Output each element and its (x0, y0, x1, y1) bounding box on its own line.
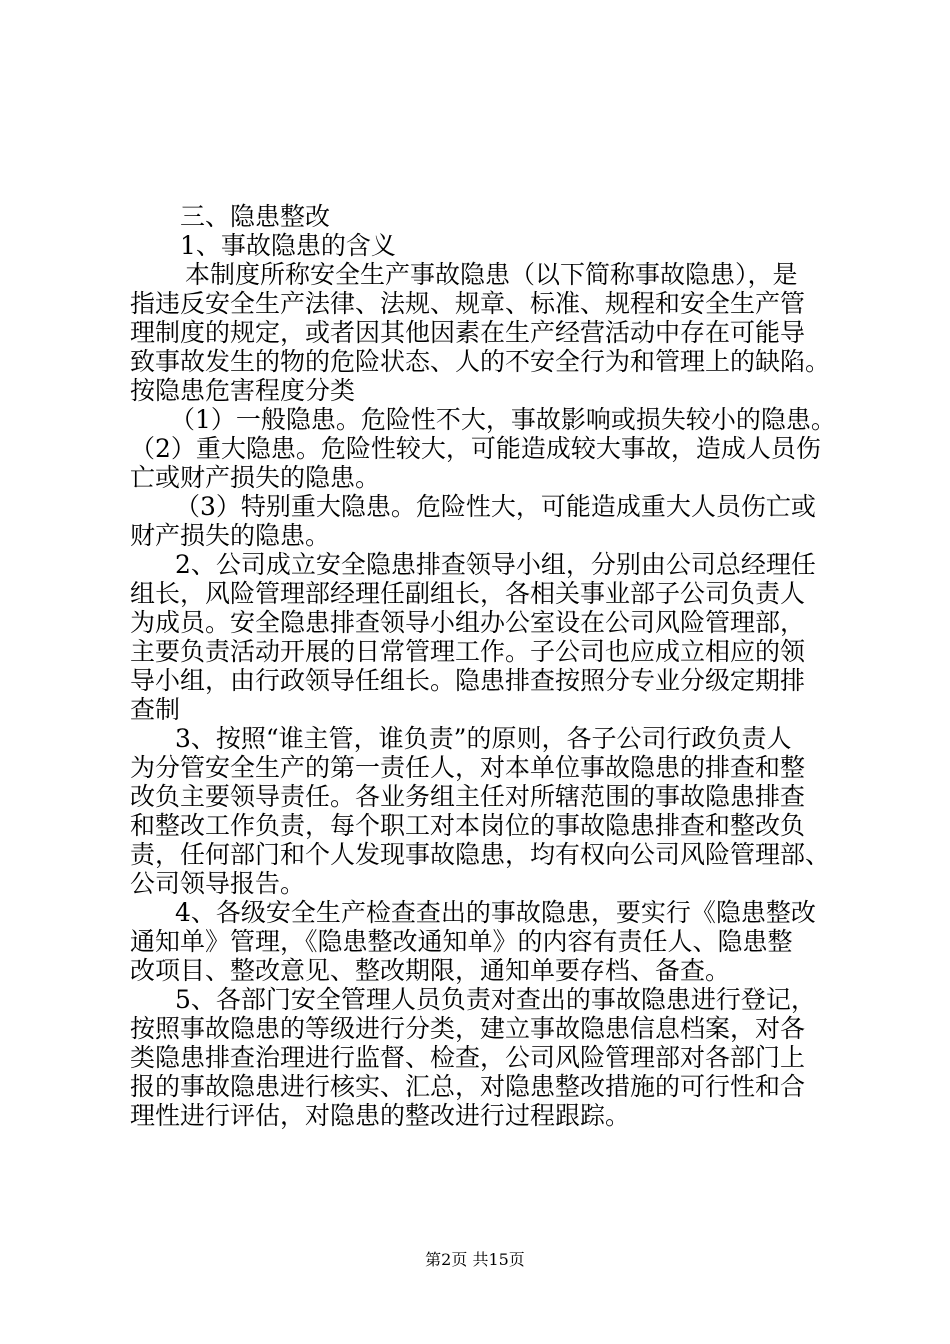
paragraph-line: 按隐患危害程度分类 (130, 376, 356, 405)
paragraph-line: 改负主要领导责任。各业务组主任对所辖范围的事故隐患排查 (130, 782, 806, 811)
paragraph-line: 类隐患排查治理进行监督、检查，公司风险管理部对各部门上 (130, 1043, 806, 1072)
page-number-footer: 第2页 共15页 (425, 1250, 525, 1269)
paragraph-line: 5、各部门安全管理人员负责对查出的事故隐患进行登记， (175, 985, 816, 1014)
section-heading: 三、隐患整改 (180, 202, 331, 231)
paragraph-line: 通知单》管理，《隐患整改通知单》的内容有责任人、隐患整 (130, 927, 793, 956)
list-item: （1）一般隐患。危险性不大，事故影响或损失较小的隐患。 (170, 405, 836, 434)
paragraph-line: 和整改工作负责，每个职工对本岗位的事故隐患排查和整改负 (130, 811, 806, 840)
paragraph-line: 报的事故隐患进行核实、汇总，对隐患整改措施的可行性和合 (130, 1072, 806, 1101)
paragraph-line: 责，任何部门和个人发现事故隐患，均有权向公司风险管理部、 (130, 840, 831, 869)
document-body (130, 202, 836, 1130)
list-item: （2）重大隐患。危险性较大，可能造成较大事故，造成人员伤 (130, 434, 821, 463)
paragraph-line: 理性进行评估，对隐患的整改进行过程跟踪。 (130, 1101, 631, 1130)
paragraph-line: 本制度所称安全生产事故隐患（以下简称事故隐患），是 (185, 260, 798, 289)
paragraph-line: 3、按照“谁主管，谁负责”的原则，各子公司行政负责人 (175, 724, 792, 753)
paragraph-line: 理制度的规定，或者因其他因素在生产经营活动中存在可能导 (130, 318, 806, 347)
paragraph-line: 查制 (130, 695, 181, 724)
paragraph-line: 按照事故隐患的等级进行分类，建立事故隐患信息档案，对各 (130, 1014, 806, 1043)
paragraph-line: 导小组，由行政领导任组长。隐患排查按照分专业分级定期排 (130, 666, 806, 695)
paragraph-line: 4、各级安全生产检查查出的事故隐患，要实行《隐患整改 (175, 898, 816, 927)
paragraph-line: 指违反安全生产法律、法规、规章、标准、规程和安全生产管 (130, 289, 806, 318)
paragraph-line: 改项目、整改意见、整改期限，通知单要存档、备查。 (130, 956, 731, 985)
paragraph-line: 财产损失的隐患。 (130, 521, 331, 550)
list-item: （3）特别重大隐患。危险性大，可能造成重大人员伤亡或 (175, 492, 816, 521)
paragraph-line: 组长，风险管理部经理任副组长，各相关事业部子公司负责人 (130, 579, 806, 608)
paragraph-line: 致事故发生的物的危险状态、人的不安全行为和管理上的缺陷。 (130, 347, 831, 376)
paragraph-line: 2、公司成立安全隐患排查领导小组，分别由公司总经理任 (175, 550, 816, 579)
paragraph-line: 为成员。安全隐患排查领导小组办公室设在公司风险管理部， (130, 608, 806, 637)
paragraph-line: 1、事故隐患的含义 (180, 231, 396, 260)
paragraph-line: 亡或财产损失的隐患。 (130, 463, 381, 492)
paragraph-line: 公司领导报告。 (130, 869, 306, 898)
paragraph-line: 为分管安全生产的第一责任人，对本单位事故隐患的排查和整 (130, 753, 806, 782)
paragraph-line: 主要负责活动开展的日常管理工作。子公司也应成立相应的领 (130, 637, 806, 666)
